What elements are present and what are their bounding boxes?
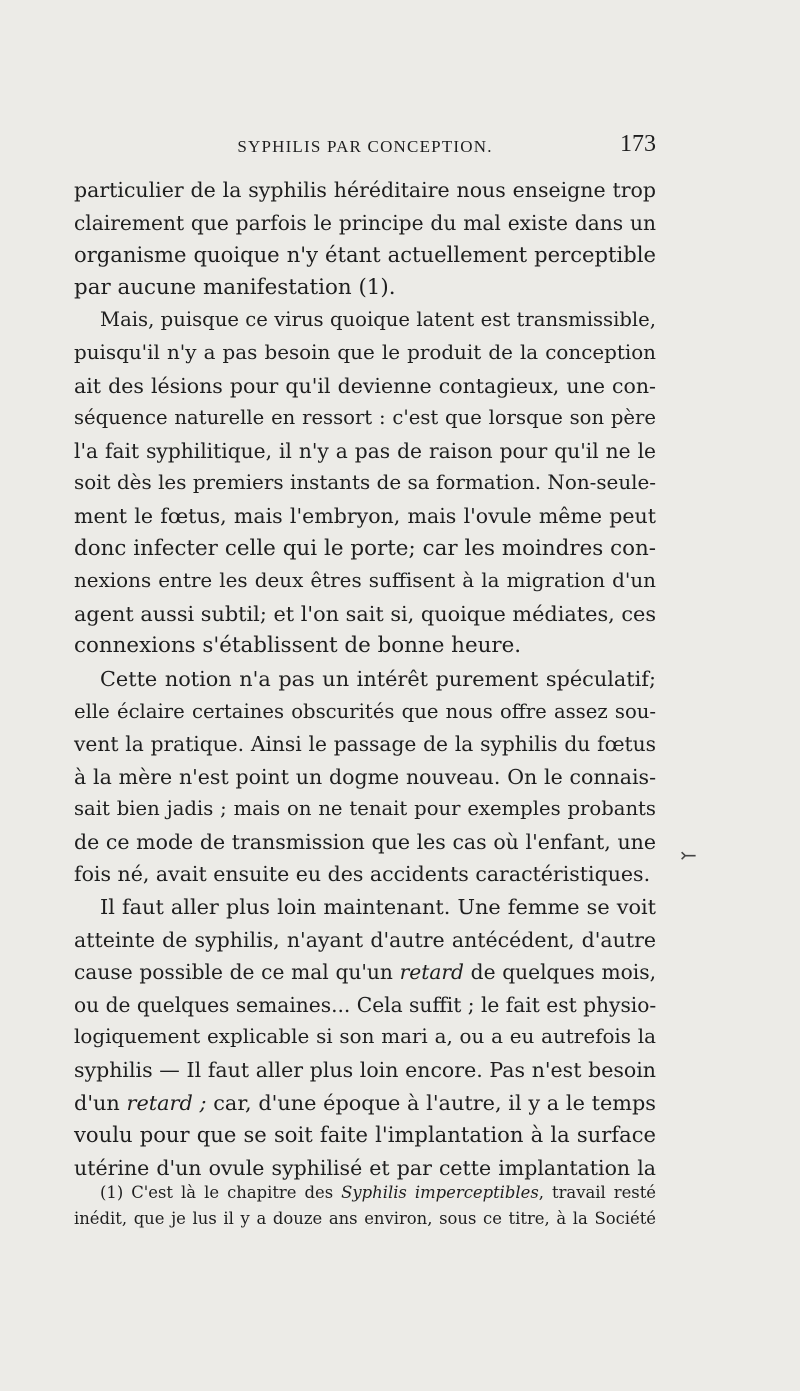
running-title: SYPHILIS PAR CONCEPTION. [237,137,493,156]
paragraph-start-line: Mais, puisque ce virus quoique latent est transmissible, [100,308,656,332]
text-line: syphilis — Il faut aller plus loin encore. Pas n'est besoin [74,1058,656,1083]
text-line: ment le fœtus, mais l'embryon, mais l'ovule même peut [74,503,656,528]
italic-word: retard [399,960,464,985]
text-line: sait bien jadis ; mais on ne tenait pour exemples probants [74,797,656,821]
text-line: l'a fait syphilitique, il n'y a pas de raison pour qu'il ne le [74,438,656,463]
text-line: d'un retard ; car, d'une époque à l'autre, il y a le temps [74,1090,656,1115]
text-line: connexions s'établissent de bonne heure. [74,633,522,659]
text-line: ait des lésions pour qu'il devienne contagieux, une con- [74,373,656,398]
text-line: cause possible de ce mal qu'un retard de quelques mois, [74,960,656,985]
text-line: particulier de la syphilis héréditaire nous enseigne trop [74,178,656,202]
body-text [74,174,656,1184]
text-line: agent aussi subtil; et l'on sait si, quoique médiates, ces [74,601,656,626]
text-line: organisme quoique n'y étant actuellement perceptible [74,242,656,268]
text-line: séquence naturelle en ressort : c'est que lorsque son père [74,406,656,430]
page-header [74,131,656,157]
text-line: vent la pratique. Ainsi le passage de la syphilis du fœtus [74,732,656,757]
paragraph-start-line: Il faut aller plus loin maintenant. Une femme se voit [100,895,656,920]
footnote-line: inédit, que je lus il y a douze ans environ, sous ce titre, à la Société [74,1209,656,1228]
text-line: par aucune manifestation (1). [74,274,396,300]
text-line: de ce mode de transmission que les cas où l'enfant, une [74,829,656,854]
text-line: voulu pour que se soit faite l'implantation à la surface [74,1122,656,1148]
text-line: puisqu'il n'y a pas besoin que le produit de la conception [74,340,656,364]
text-line: donc infecter celle qui le porte; car les moindres con- [74,535,656,561]
text-line: utérine d'un ovule syphilisé et par cette implantation la [74,1155,656,1180]
text-line: elle éclaire certaines obscurités que nous offre assez sou- [74,699,656,723]
margin-mark: ⤚ [680,843,697,867]
text-line: soit dès les premiers instants de sa formation. Non-seule- [74,471,656,495]
italic-word: retard ; [126,1090,207,1115]
text-line: ou de quelques semaines... Cela suffit ; le fait est physio- [74,992,657,1017]
italic-title: Syphilis imperceptibles [341,1183,539,1202]
text-line: clairement que parfois le principe du mal existe dans un [74,210,656,235]
text-line: à la mère n'est point un dogme nouveau. On le connais- [74,764,656,789]
footnotes [74,1180,656,1232]
page-number: 173 [620,131,656,157]
text-line: fois né, avait ensuite eu des accidents caractéristiques. [74,862,651,887]
footnote-line: (1) C'est là le chapitre des Syphilis imperceptibles, travail resté [100,1183,656,1202]
text-line: logiquement explicable si son mari a, ou a eu autrefois la [74,1025,656,1049]
text-line: atteinte de syphilis, n'ayant d'autre antécédent, d'autre [74,927,656,952]
paragraph-start-line: Cette notion n'a pas un intérêt purement spéculatif; [100,666,656,691]
text-line: nexions entre les deux êtres suffisent à la migration d'un [74,569,656,593]
